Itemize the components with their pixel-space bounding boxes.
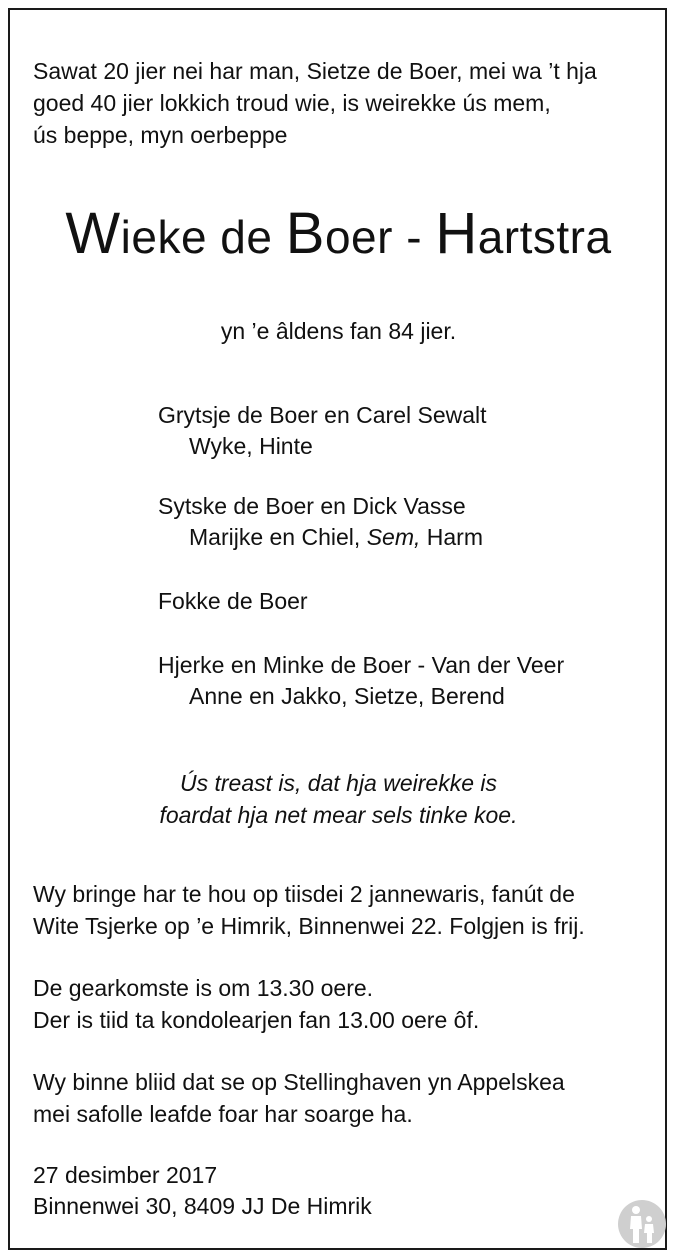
intro-line-2: goed 40 jier lokkich troud wie, is weirekke ús mem, (33, 90, 551, 116)
thanks-line-1: Wy binne bliid dat se op Stellinghaven yn Appelskea (33, 1069, 565, 1095)
family-main-2: Sytske de Boer en Dick Vasse (158, 493, 466, 519)
name-part-last: artstra (477, 211, 612, 263)
family-sub-1: Wyke, Hinte (189, 433, 313, 459)
family-silhouette-icon (617, 1199, 667, 1249)
family-main-1: Grytsje de Boer en Carel Sewalt (158, 402, 487, 428)
thanks-line-2: mei safolle leafde foar har soarge ha. (33, 1101, 413, 1127)
name-part-middle: oer - (324, 211, 436, 263)
name-initial-middle: B (285, 201, 325, 266)
funeral-line-1: Wy bringe har te hou op tiisdei 2 jannewaris, fanút de (33, 881, 575, 907)
funeral-line-2: Wite Tsjerke op ’e Himrik, Binnenwei 22. Folgjen is frij. (33, 913, 585, 939)
quote-line-1: Ús treast is, dat hja weirekke is (179, 770, 497, 796)
gathering-line-1: De gearkomste is om 13.30 oere. (33, 975, 374, 1001)
family-sub-2a: Marijke en Chiel, (189, 524, 367, 550)
gathering-line-2: Der is tiid ta kondolearjen fan 13.00 oere ôf. (33, 1007, 480, 1033)
intro-line-3: ús beppe, myn oerbeppe (33, 122, 288, 148)
name-part-first: ieke de (120, 211, 286, 263)
family-sub-2-italic: Sem, (366, 524, 421, 550)
footer-address: Binnenwei 30, 8409 JJ De Himrik (33, 1193, 372, 1219)
family-sub-2 (189, 522, 483, 553)
deceased-name (0, 201, 677, 267)
name-initial-first: W (65, 201, 121, 266)
family-sub-2b: Harm (420, 524, 483, 550)
quote-line-2: foardat hja net mear sels tinke koe. (159, 802, 518, 828)
notice-border (8, 8, 667, 1250)
name-initial-last: H (435, 201, 478, 266)
family-sub-4: Anne en Jakko, Sietze, Berend (189, 683, 505, 709)
age-line: yn ’e âldens fan 84 jier. (220, 318, 457, 344)
family-main-3: Fokke de Boer (158, 588, 308, 614)
footer-date: 27 desimber 2017 (33, 1162, 218, 1188)
family-main-4: Hjerke en Minke de Boer - Van der Veer (158, 652, 565, 678)
intro-line-1: Sawat 20 jier nei har man, Sietze de Boer, mei wa ’t hja (33, 58, 597, 84)
